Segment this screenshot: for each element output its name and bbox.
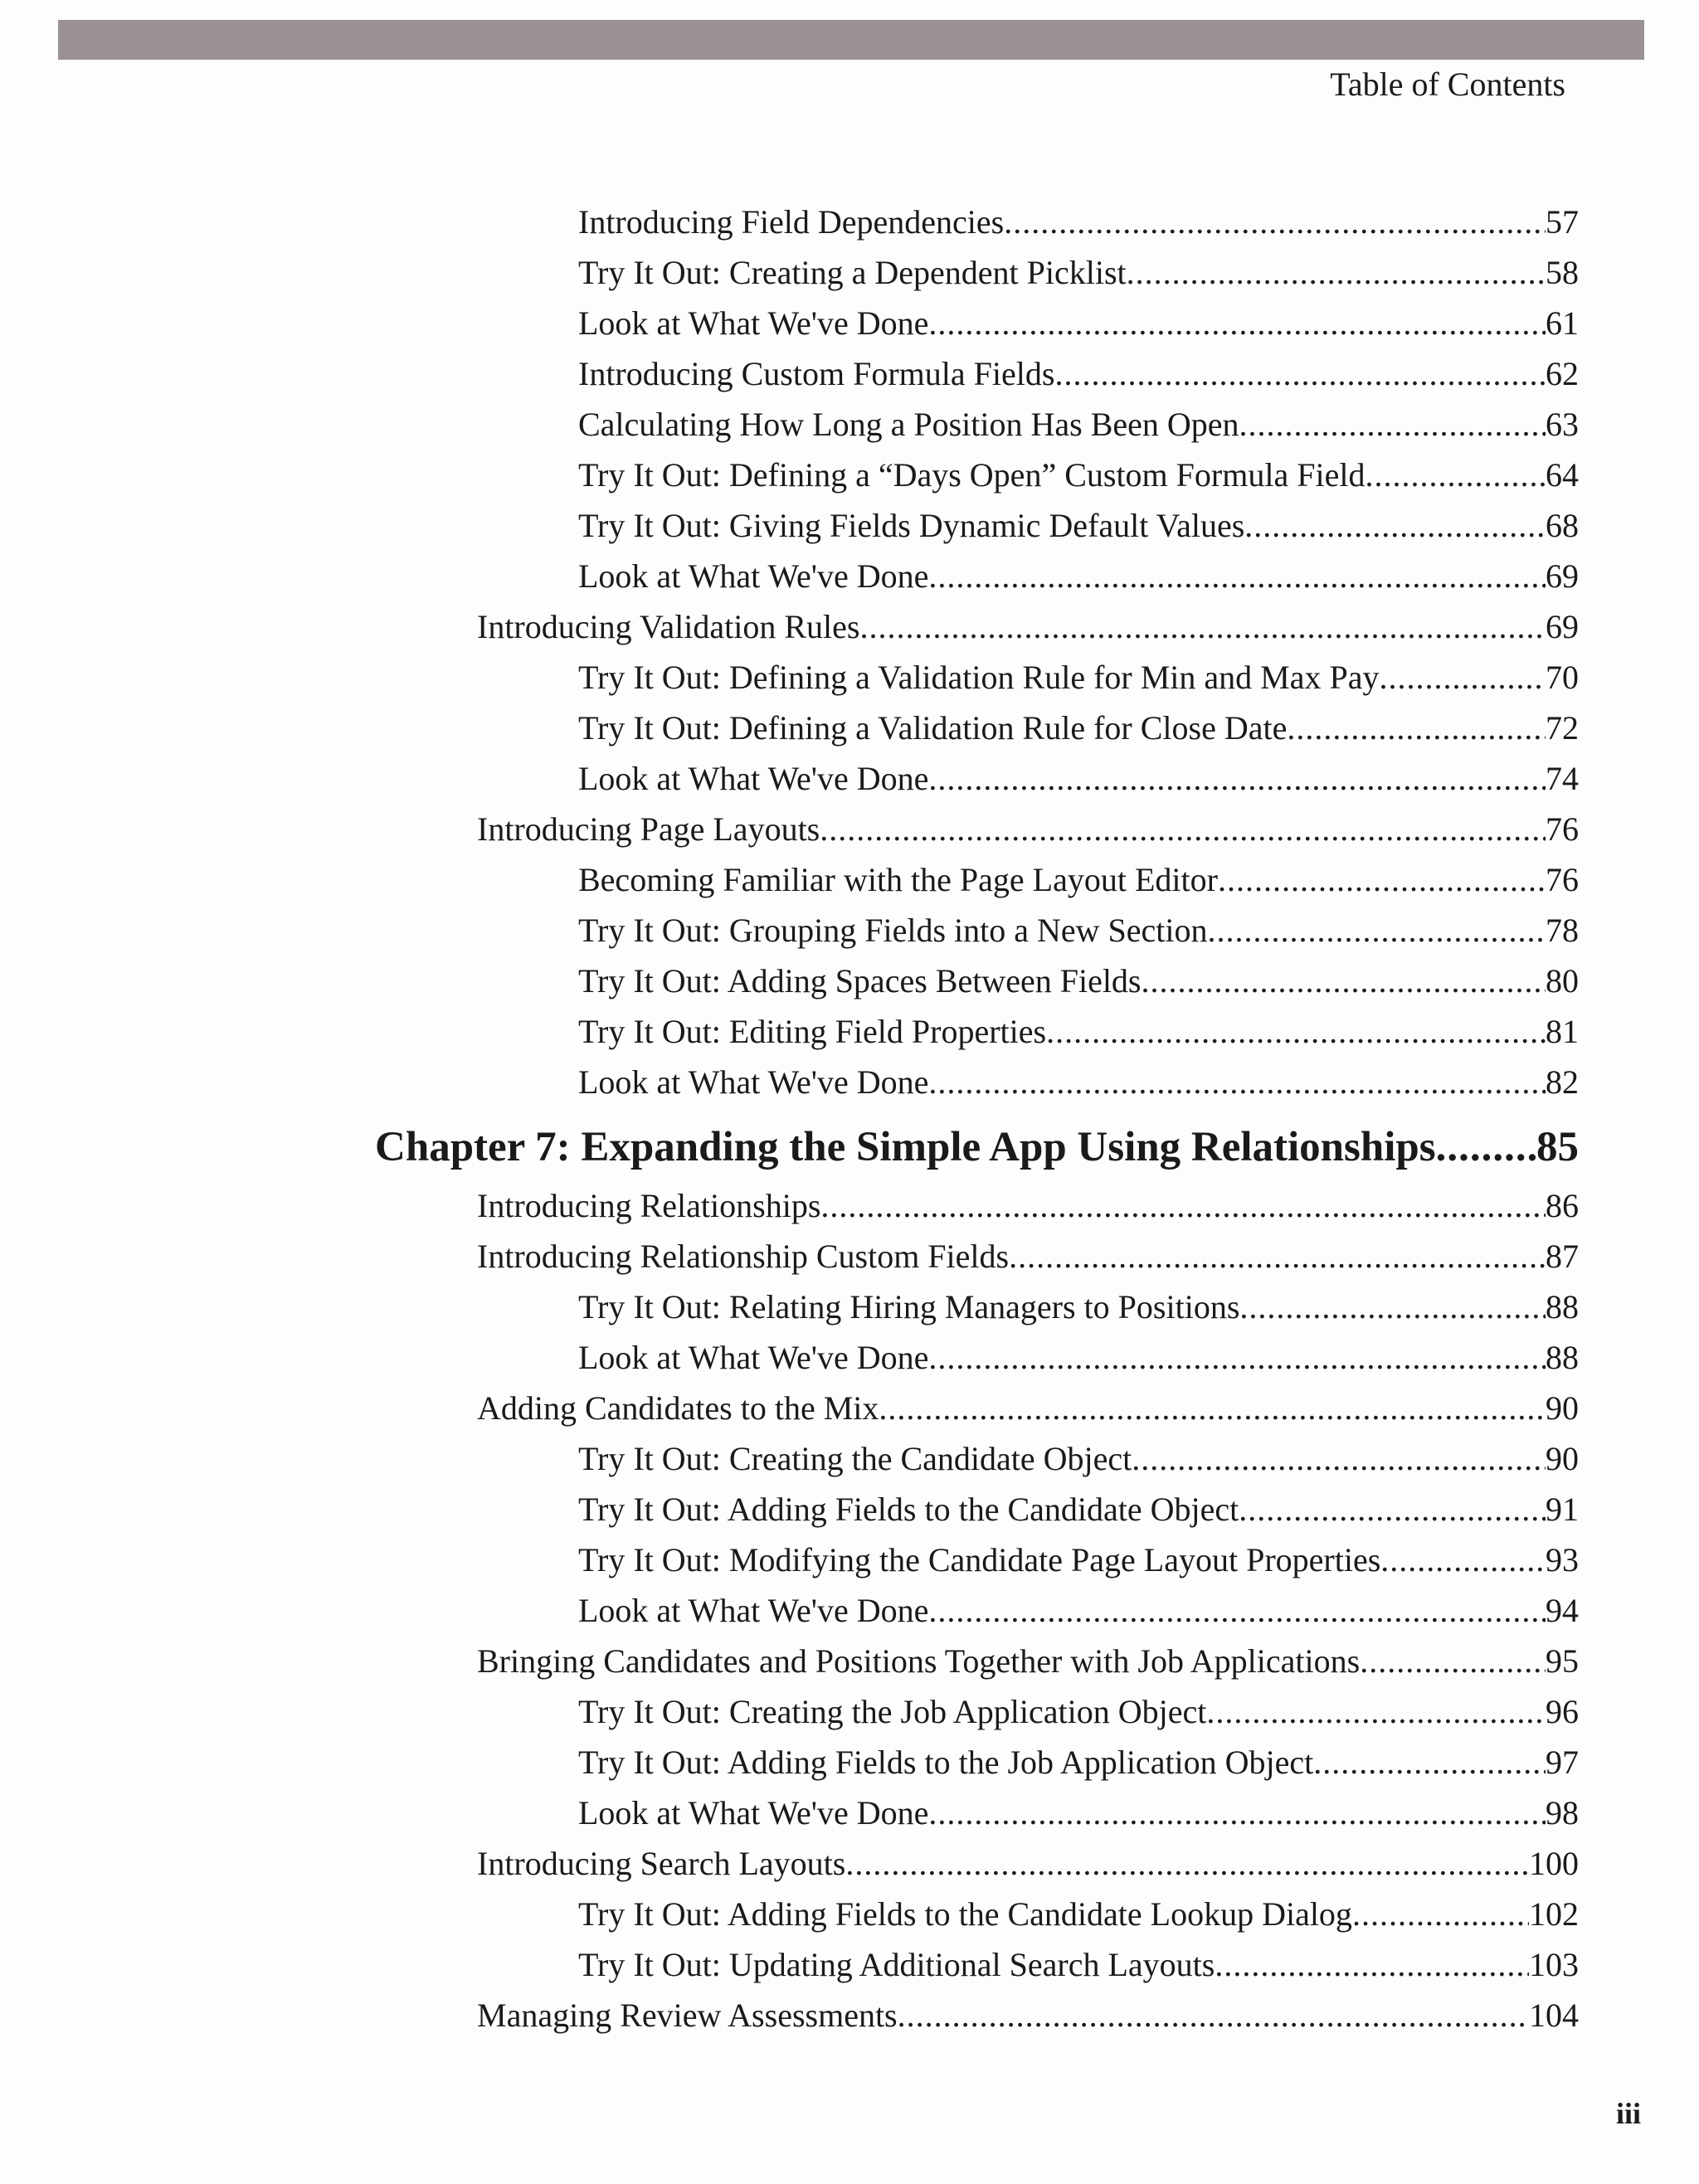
toc-entry-title: Try It Out: Adding Fields to the Candidate Lookup Dialog xyxy=(578,1895,1352,1933)
toc-entry-page: 88 xyxy=(1546,1339,1579,1376)
toc-entry[interactable] xyxy=(578,1535,1579,1585)
page-number: iii xyxy=(1615,2097,1641,2130)
toc-entry-page: 96 xyxy=(1546,1693,1579,1730)
toc-entry-title: Look at What We've Done xyxy=(578,1339,929,1376)
toc-leader-dots xyxy=(1380,1535,1546,1585)
toc-entry-title: Try It Out: Relating Hiring Managers to Positions xyxy=(578,1288,1240,1325)
toc-entry[interactable] xyxy=(477,1991,1579,2041)
toc-leader-dots xyxy=(1218,855,1546,905)
toc-leader-dots xyxy=(928,1333,1546,1383)
toc-entry-page: 76 xyxy=(1546,810,1579,848)
toc-leader-dots xyxy=(1215,1940,1529,1990)
toc-leader-dots xyxy=(820,1181,1546,1231)
toc-entry-title: Try It Out: Giving Fields Dynamic Default Values xyxy=(578,507,1245,544)
toc-entry[interactable] xyxy=(578,552,1579,601)
toc-entry[interactable] xyxy=(578,956,1579,1006)
toc-entry-title: Try It Out: Creating a Dependent Picklist xyxy=(578,254,1127,291)
toc-entry[interactable] xyxy=(578,299,1579,348)
toc-leader-dots xyxy=(1379,653,1546,703)
toc-entry[interactable] xyxy=(578,1282,1579,1332)
toc-entry[interactable] xyxy=(578,754,1579,804)
toc-leader-dots xyxy=(820,805,1546,854)
toc-entry[interactable] xyxy=(578,1788,1579,1838)
toc-leader-dots xyxy=(1009,1232,1546,1282)
toc-entry[interactable] xyxy=(578,1007,1579,1057)
toc-entry[interactable] xyxy=(477,1232,1579,1282)
toc-leader-dots xyxy=(1360,1637,1546,1686)
toc-entry-title: Try It Out: Creating the Candidate Object xyxy=(578,1440,1132,1477)
toc-entry-page: 100 xyxy=(1529,1845,1579,1882)
toc-entry-title: Try It Out: Modifying the Candidate Page Layout Properties xyxy=(578,1541,1381,1578)
toc-leader-dots xyxy=(928,1058,1546,1107)
toc-entry-title: Try It Out: Adding Fields to the Job Application Object xyxy=(578,1744,1314,1781)
toc-entry-page: 72 xyxy=(1546,709,1579,747)
toc-entry[interactable] xyxy=(578,1890,1579,1939)
toc-entry-page: 104 xyxy=(1529,1997,1579,2034)
toc-leader-dots xyxy=(1239,1282,1546,1332)
toc-entry[interactable] xyxy=(578,400,1579,450)
toc-entry[interactable] xyxy=(578,1940,1579,1990)
toc-entry-title: Try It Out: Creating the Job Application Object xyxy=(578,1693,1207,1730)
toc-entry-page: 103 xyxy=(1529,1946,1579,1983)
toc-entry[interactable] xyxy=(578,1058,1579,1107)
toc-entry-title: Look at What We've Done xyxy=(578,304,929,342)
toc-entry-page: 88 xyxy=(1546,1288,1579,1325)
toc-entry-page: 61 xyxy=(1546,304,1579,342)
toc-leader-dots xyxy=(1239,400,1546,450)
toc-leader-dots xyxy=(845,1839,1529,1889)
toc-entry-title: Try It Out: Defining a Validation Rule for Min and Max Pay xyxy=(578,659,1380,696)
toc-leader-dots xyxy=(928,299,1546,348)
toc-entry-page: 82 xyxy=(1546,1063,1579,1101)
toc-leader-dots xyxy=(1239,1485,1546,1535)
toc-leader-dots xyxy=(928,552,1546,601)
toc-entry-title: Introducing Relationship Custom Fields xyxy=(477,1238,1010,1275)
toc-entry-page: 98 xyxy=(1546,1794,1579,1831)
toc-entry-title: Introducing Custom Formula Fields xyxy=(578,355,1055,392)
toc-leader-dots xyxy=(1046,1007,1546,1057)
toc-entry-page: 87 xyxy=(1546,1238,1579,1275)
toc-entry[interactable] xyxy=(578,248,1579,298)
toc-leader-dots xyxy=(928,754,1546,804)
toc-entry[interactable] xyxy=(578,450,1579,500)
toc-entry[interactable] xyxy=(477,1839,1579,1889)
toc-leader-dots xyxy=(1287,703,1546,753)
toc-entry[interactable] xyxy=(477,805,1579,854)
toc-leader-dots xyxy=(1142,956,1546,1006)
toc-entry-page: 91 xyxy=(1546,1491,1579,1528)
toc-entry[interactable] xyxy=(578,653,1579,703)
toc-leader-dots xyxy=(898,1991,1529,2041)
toc-entry[interactable] xyxy=(578,906,1579,956)
toc-entry-page: 69 xyxy=(1546,557,1579,595)
toc-leader-dots xyxy=(1132,1434,1546,1484)
toc-chapter-entry[interactable] xyxy=(375,1118,1579,1176)
toc-entry-title: Look at What We've Done xyxy=(578,1794,929,1831)
toc-entry-title: Look at What We've Done xyxy=(578,1592,929,1629)
toc-entry[interactable] xyxy=(578,703,1579,753)
toc-entry-page: 86 xyxy=(1546,1187,1579,1224)
toc-entry-page: 102 xyxy=(1529,1895,1579,1933)
toc-entry-page: 95 xyxy=(1546,1642,1579,1680)
toc-entry-page: 58 xyxy=(1546,254,1579,291)
toc-leader-dots xyxy=(1206,1687,1546,1737)
toc-leader-dots xyxy=(1436,1118,1536,1176)
toc-entry-title: Introducing Search Layouts xyxy=(477,1845,846,1882)
toc-entry-title: Adding Candidates to the Mix xyxy=(477,1389,879,1427)
toc-entry-page: 70 xyxy=(1546,659,1579,696)
toc-entry-title: Introducing Field Dependencies xyxy=(578,203,1005,241)
running-head: Table of Contents xyxy=(1330,66,1565,103)
toc-entry-title: Introducing Page Layouts xyxy=(477,810,820,848)
toc-entry-title: Try It Out: Adding Fields to the Candidate Object xyxy=(578,1491,1239,1528)
toc-entry-page: 64 xyxy=(1546,456,1579,494)
toc-entry-title: Becoming Familiar with the Page Layout Editor xyxy=(578,861,1218,898)
toc-entry-title: Bringing Candidates and Positions Together with Job Applications xyxy=(477,1642,1361,1680)
toc-entry[interactable] xyxy=(477,1181,1579,1231)
toc-leader-dots xyxy=(879,1384,1546,1433)
toc-chapter-page: 85 xyxy=(1536,1124,1579,1170)
toc-entry[interactable] xyxy=(578,501,1579,551)
toc-entry-title: Try It Out: Grouping Fields into a New Section xyxy=(578,912,1208,949)
toc-entry-title: Try It Out: Defining a “Days Open” Custom Formula Field xyxy=(578,456,1366,494)
toc-entry[interactable] xyxy=(578,1333,1579,1383)
toc-entry[interactable] xyxy=(477,1637,1579,1686)
toc-entry[interactable] xyxy=(578,349,1579,399)
toc-entry-page: 90 xyxy=(1546,1440,1579,1477)
toc-entry-page: 63 xyxy=(1546,406,1579,443)
toc-entry[interactable] xyxy=(477,1384,1579,1433)
toc-leader-dots xyxy=(1208,906,1546,956)
toc-entry-title: Introducing Validation Rules xyxy=(477,608,860,645)
toc-entry[interactable] xyxy=(477,602,1579,652)
toc-leader-dots xyxy=(928,1586,1546,1636)
toc-entry-page: 76 xyxy=(1546,861,1579,898)
toc-entry-page: 94 xyxy=(1546,1592,1579,1629)
toc-leader-dots xyxy=(859,602,1546,652)
toc-entry-title: Try It Out: Defining a Validation Rule for Close Date xyxy=(578,709,1288,747)
toc-entry-page: 69 xyxy=(1546,608,1579,645)
toc-entry-title: Try It Out: Editing Field Properties xyxy=(578,1013,1047,1050)
toc-leader-dots xyxy=(1054,349,1546,399)
toc-entry-title: Try It Out: Updating Additional Search Layouts xyxy=(578,1946,1215,1983)
toc-entry[interactable] xyxy=(578,1586,1579,1636)
toc-leader-dots xyxy=(1127,248,1546,298)
toc-entry[interactable] xyxy=(578,1485,1579,1535)
toc-entry[interactable] xyxy=(578,197,1579,247)
toc-entry-page: 80 xyxy=(1546,962,1579,1000)
toc-entry-page: 78 xyxy=(1546,912,1579,949)
toc-entry[interactable] xyxy=(578,1738,1579,1788)
toc-entry-page: 57 xyxy=(1546,203,1579,241)
toc-leader-dots xyxy=(928,1788,1546,1838)
toc-leader-dots xyxy=(1352,1890,1529,1939)
toc-entry-page: 74 xyxy=(1546,760,1579,797)
toc-entry-title: Try It Out: Adding Spaces Between Fields xyxy=(578,962,1142,1000)
toc-entry[interactable] xyxy=(578,1687,1579,1737)
toc-entry-title: Introducing Relationships xyxy=(477,1187,821,1224)
toc-entry-title: Look at What We've Done xyxy=(578,760,929,797)
toc-entry[interactable] xyxy=(578,855,1579,905)
toc-entry-page: 97 xyxy=(1546,1744,1579,1781)
toc-entry-page: 93 xyxy=(1546,1541,1579,1578)
toc-entry-title: Look at What We've Done xyxy=(578,557,929,595)
toc-leader-dots xyxy=(1244,501,1546,551)
toc-leader-dots xyxy=(1365,450,1546,500)
toc-entry[interactable] xyxy=(578,1434,1579,1484)
toc-entry-page: 62 xyxy=(1546,355,1579,392)
toc-entry-title: Look at What We've Done xyxy=(578,1063,929,1101)
toc-leader-dots xyxy=(1004,197,1546,247)
toc-entry-page: 81 xyxy=(1546,1013,1579,1050)
toc-entry-page: 90 xyxy=(1546,1389,1579,1427)
header-bar xyxy=(58,20,1644,60)
toc-leader-dots xyxy=(1313,1738,1546,1788)
toc-entry-title: Calculating How Long a Position Has Been Open xyxy=(578,406,1239,443)
toc-entry-page: 68 xyxy=(1546,507,1579,544)
toc-chapter-title: Chapter 7: Expanding the Simple App Using Relationships xyxy=(375,1124,1436,1170)
toc-entry-title: Managing Review Assessments xyxy=(477,1997,898,2034)
